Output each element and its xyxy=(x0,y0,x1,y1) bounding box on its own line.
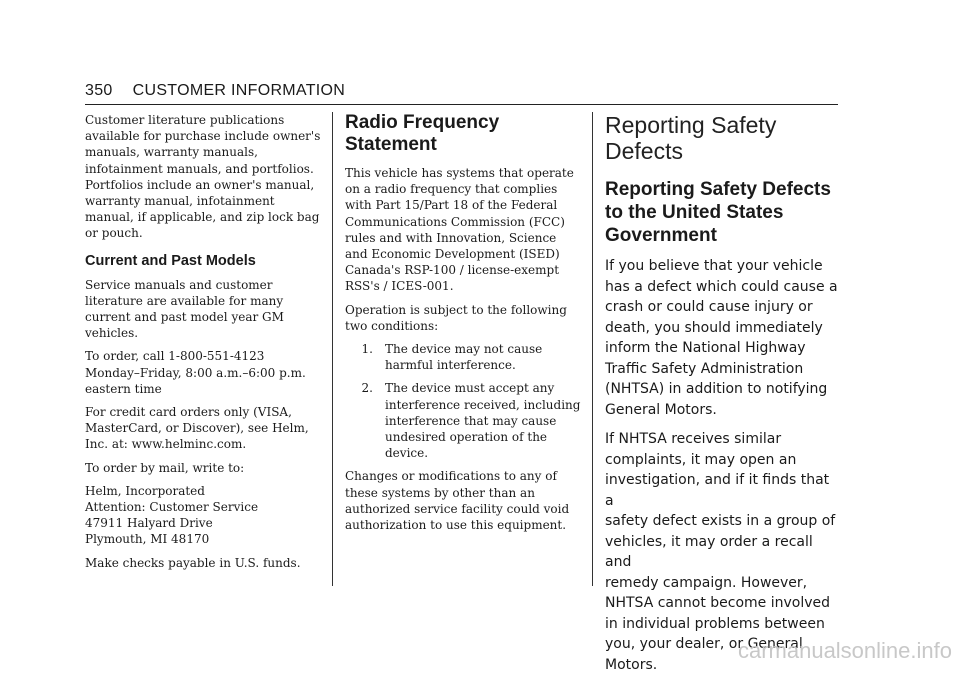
credit-card-paragraph: For credit card orders only (VISA, MasterCard, or Discover), see Helm, Inc. at: www.helminc.com. xyxy=(85,405,309,452)
checks-paragraph: Make checks payable in U.S. funds. xyxy=(85,555,301,570)
list-item-number: 2. xyxy=(361,381,373,396)
column-divider-2 xyxy=(592,112,593,586)
reporting-safety-defects-chapter: Reporting Safety Defects xyxy=(605,112,777,164)
current-past-models-heading: Current and Past Models xyxy=(85,252,256,269)
column-right xyxy=(605,112,840,684)
site-watermark: carmanualsonline.info xyxy=(737,638,952,663)
column-left xyxy=(85,112,325,578)
literature-intro: Customer literature publications available for purchase include owner's manuals, warranty manuals, infotainment manuals, and portfolios. Portfolios include an owner's manual, warranty manual, infotainment manual, if applicable, and zip lock bag or pouch. xyxy=(85,113,321,241)
radio-frequency-heading: Radio Frequency Statement xyxy=(345,112,500,155)
conditions-list xyxy=(345,341,585,461)
list-item-text: The device must accept any interference received, including interference that may cause undesired operation of the device. xyxy=(385,381,581,461)
page-number: 350 xyxy=(85,82,113,99)
reporting-us-government-heading: Reporting Safety Defects to the United States Government xyxy=(605,179,831,246)
order-mail-paragraph: To order by mail, write to: xyxy=(85,460,245,475)
conditions-intro: Operation is subject to the following two conditions: xyxy=(345,302,567,333)
radio-frequency-paragraph: This vehicle has systems that operate on a radio frequency that complies with Part 15/Part 18 of the Federal Communications Commission (FCC) rules and with Innovation, Science and Economic Development (ISED) Canada's RSP-100 / license-exempt RSS's / ICES-001. xyxy=(345,166,574,294)
page-header xyxy=(85,82,838,105)
section-title: CUSTOMER INFORMATION xyxy=(132,82,346,99)
list-item xyxy=(345,341,585,373)
order-phone-paragraph: To order, call 1-800-551-4123 Monday–Friday, 8:00 a.m.–6:00 p.m. eastern time xyxy=(85,349,306,396)
defect-report-paragraph: If you believe that your vehicle has a defect which could cause a crash or could cause injury or death, you should immediately inform the National Highway Traffic Safety Administration (NHTSA) in addition to notifying General Motors. xyxy=(605,258,838,418)
column-middle xyxy=(345,112,585,540)
column-divider-1 xyxy=(332,112,333,586)
service-manuals-paragraph: Service manuals and customer literature are available for many current and past model year GM vehicles. xyxy=(85,277,284,341)
list-item-text: The device may not cause harmful interference. xyxy=(385,342,543,373)
nhtsa-investigation-paragraph: If NHTSA receives similar complaints, it may open an investigation, and if it finds that a safety defect exists in a group of vehicles, it may order a recall and remedy campaign. However, NHTSA cannot become involved in individual problems between you, your dealer, or General Motors. xyxy=(605,431,836,673)
modifications-paragraph: Changes or modifications to any of these systems by other than an authorized service facility could void authorization to use this equipment. xyxy=(345,469,570,533)
mailing-address: Helm, Incorporated Attention: Customer Service 47911 Halyard Drive Plymouth, MI 48170 xyxy=(85,483,259,547)
list-item-number: 1. xyxy=(361,342,373,357)
list-item xyxy=(345,380,585,461)
